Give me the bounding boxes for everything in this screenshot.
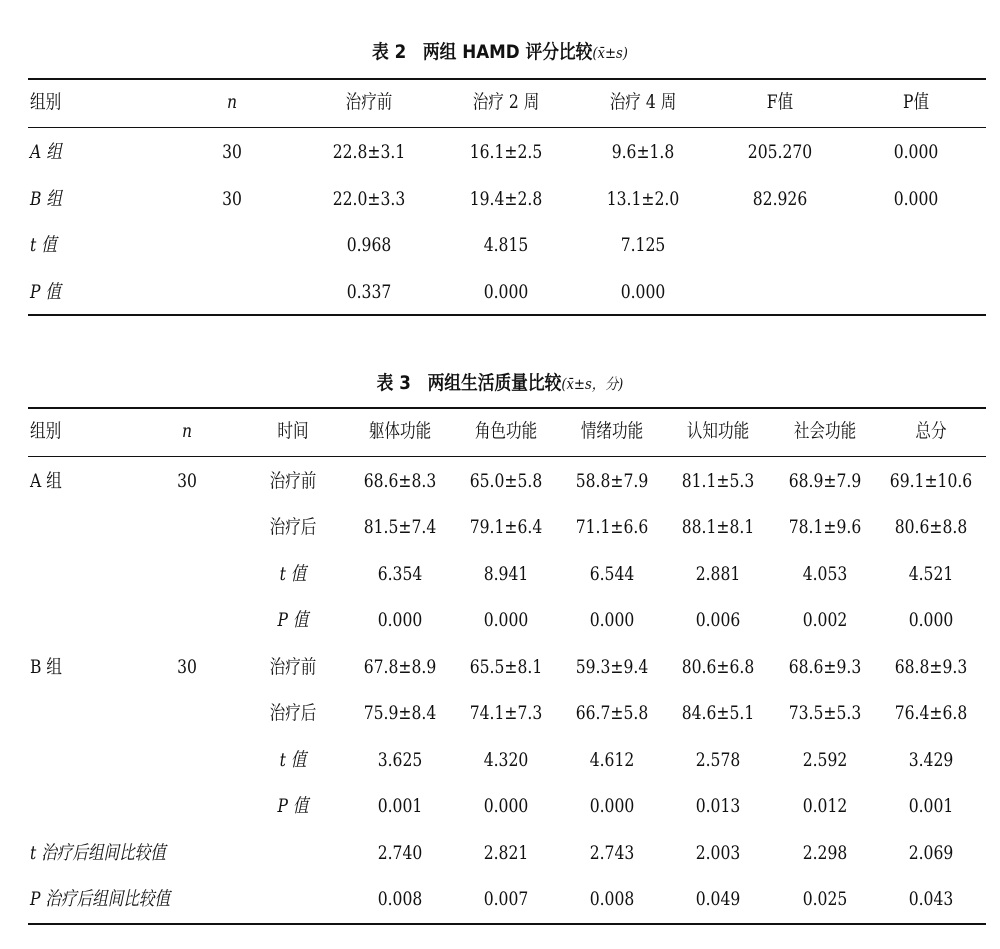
table2-cell-week2: 16.1±2.5 <box>469 141 543 163</box>
table2-header-rule <box>28 127 986 128</box>
table2-cell-week2: 19.4±2.8 <box>469 188 543 210</box>
table3-header-group: 组别 <box>30 420 62 442</box>
table-row <box>0 691 1000 735</box>
table2-cell-week2: 4.815 <box>483 234 529 256</box>
table3-cell-time: 治疗前 <box>269 470 317 492</box>
table3-cell-time: 治疗后 <box>269 516 317 538</box>
table3-cell-total: 0.001 <box>908 795 954 817</box>
table2-cell-group: A 组 <box>30 141 62 163</box>
table3-cell-emotional: 58.8±7.9 <box>575 470 649 492</box>
table2-header-p: P值 <box>902 91 930 113</box>
table3-cell-role: 74.1±7.3 <box>469 702 543 724</box>
table-row <box>0 505 1000 549</box>
table3-cell-group: B 组 <box>30 656 62 678</box>
table3-cell-social: 2.592 <box>802 749 848 771</box>
table2-cell-n: 30 <box>222 141 242 163</box>
table3-cell-group: t 治疗后组间比较值 <box>30 842 166 864</box>
table2-caption-text: 表 2 两组 HAMD 评分比较 <box>372 41 593 63</box>
table3-cell-total: 0.000 <box>908 609 954 631</box>
table3-cell-emotional: 0.000 <box>589 795 635 817</box>
table3-cell-emotional: 0.008 <box>589 888 635 910</box>
table3-cell-time: t 值 <box>279 749 307 771</box>
table3-cell-time: P 值 <box>277 609 309 631</box>
table3-cell-time: t 值 <box>279 563 307 585</box>
table3-bottom-rule <box>28 923 986 925</box>
table2-cell-p: 0.000 <box>893 141 939 163</box>
table2-cell-before: 0.968 <box>346 234 392 256</box>
table3-cell-physical: 6.354 <box>377 563 423 585</box>
table-row <box>0 877 1000 921</box>
table3-cell-physical: 3.625 <box>377 749 423 771</box>
table3-cell-social: 68.6±9.3 <box>788 656 862 678</box>
table2-cell-week4: 13.1±2.0 <box>606 188 680 210</box>
table2-cell-p: 0.000 <box>893 188 939 210</box>
table2-header-week2: 治疗 2 周 <box>472 91 540 113</box>
table2-header-f: F值 <box>766 91 794 113</box>
table3-cell-total: 80.6±8.8 <box>894 516 968 538</box>
table-row <box>0 552 1000 596</box>
table2-header-n: n <box>226 91 238 113</box>
table2-cell-before: 0.337 <box>346 281 392 303</box>
table3-cell-total: 0.043 <box>908 888 954 910</box>
table3-cell-social: 68.9±7.9 <box>788 470 862 492</box>
table3-cell-time: 治疗前 <box>269 656 317 678</box>
table2-header-before: 治疗前 <box>345 91 393 113</box>
table3-cell-role: 8.941 <box>483 563 529 585</box>
table3-cell-n: 30 <box>177 656 197 678</box>
table3-cell-role: 0.007 <box>483 888 529 910</box>
table3-cell-physical: 68.6±8.3 <box>363 470 437 492</box>
table3-header-social: 社会功能 <box>793 420 857 442</box>
table3-cell-emotional: 6.544 <box>589 563 635 585</box>
table3-cell-social: 2.298 <box>802 842 848 864</box>
table3-cell-cognitive: 2.881 <box>695 563 741 585</box>
table3-cell-role: 79.1±6.4 <box>469 516 543 538</box>
table3-cell-physical: 0.000 <box>377 609 423 631</box>
table3-cell-total: 3.429 <box>908 749 954 771</box>
table3-cell-cognitive: 0.006 <box>695 609 741 631</box>
table3-cell-role: 2.821 <box>483 842 529 864</box>
table3-cell-group: A 组 <box>30 470 62 492</box>
table3-header-n: n <box>181 420 193 442</box>
table2-header-group: 组别 <box>30 91 62 113</box>
table3-cell-social: 4.053 <box>802 563 848 585</box>
table3-header-time: 时间 <box>277 420 309 442</box>
table-row <box>0 831 1000 875</box>
table3-cell-role: 65.5±8.1 <box>469 656 543 678</box>
table2-cell-before: 22.0±3.3 <box>332 188 406 210</box>
table3-cell-cognitive: 81.1±5.3 <box>681 470 755 492</box>
table2-bottom-rule <box>28 314 986 316</box>
table3-header-physical: 躯体功能 <box>368 420 432 442</box>
table-row <box>0 177 1000 221</box>
table3-cell-emotional: 0.000 <box>589 609 635 631</box>
table3-cell-n: 30 <box>177 470 197 492</box>
table2-caption <box>60 37 940 64</box>
table2-cell-before: 22.8±3.1 <box>332 141 406 163</box>
table3-cell-physical: 0.008 <box>377 888 423 910</box>
table3-cell-total: 68.8±9.3 <box>894 656 968 678</box>
table3-cell-physical: 75.9±8.4 <box>363 702 437 724</box>
table3-cell-cognitive: 88.1±8.1 <box>681 516 755 538</box>
table3-header-cognitive: 认知功能 <box>686 420 750 442</box>
table3-cell-social: 73.5±5.3 <box>788 702 862 724</box>
table2-cell-f: 82.926 <box>752 188 808 210</box>
table2-cell-group: P 值 <box>30 281 62 303</box>
table2-header-row <box>0 80 1000 124</box>
table2-cell-group: B 组 <box>30 188 62 210</box>
table3-cell-total: 69.1±10.6 <box>889 470 973 492</box>
table3-cell-physical: 2.740 <box>377 842 423 864</box>
table3-cell-cognitive: 0.049 <box>695 888 741 910</box>
table2-cell-group: t 值 <box>30 234 57 256</box>
table3-cell-role: 0.000 <box>483 795 529 817</box>
table3-cell-time: P 值 <box>277 795 309 817</box>
table3-header-emotional: 情绪功能 <box>580 420 644 442</box>
table3-header-total: 总分 <box>915 420 947 442</box>
table3-cell-cognitive: 84.6±5.1 <box>681 702 755 724</box>
table3-cell-role: 0.000 <box>483 609 529 631</box>
table3-cell-social: 0.012 <box>802 795 848 817</box>
table3-caption-stat: (x̄±s，分) <box>561 375 624 393</box>
table-row <box>0 738 1000 782</box>
table3-cell-cognitive: 2.578 <box>695 749 741 771</box>
table3-cell-physical: 0.001 <box>377 795 423 817</box>
table-row <box>0 270 1000 314</box>
table3-cell-role: 4.320 <box>483 749 529 771</box>
table2-cell-week4: 9.6±1.8 <box>611 141 675 163</box>
table3-cell-emotional: 2.743 <box>589 842 635 864</box>
table3-cell-social: 0.002 <box>802 609 848 631</box>
table3-header-rule <box>28 456 986 457</box>
table3-cell-social: 78.1±9.6 <box>788 516 862 538</box>
table2-cell-week2: 0.000 <box>483 281 529 303</box>
table2-cell-week4: 0.000 <box>620 281 666 303</box>
table3-cell-emotional: 71.1±6.6 <box>575 516 649 538</box>
table-row <box>0 223 1000 267</box>
table3-caption <box>60 368 940 395</box>
table3-cell-cognitive: 0.013 <box>695 795 741 817</box>
table3-cell-physical: 81.5±7.4 <box>363 516 437 538</box>
table3-cell-cognitive: 80.6±6.8 <box>681 656 755 678</box>
table2-header-week4: 治疗 4 周 <box>609 91 677 113</box>
table3-cell-physical: 67.8±8.9 <box>363 656 437 678</box>
table3-cell-group: P 治疗后组间比较值 <box>30 888 171 910</box>
table-row <box>0 598 1000 642</box>
table3-cell-total: 4.521 <box>908 563 954 585</box>
table3-cell-time: 治疗后 <box>269 702 317 724</box>
table-row <box>0 645 1000 689</box>
table3-cell-social: 0.025 <box>802 888 848 910</box>
table3-cell-total: 76.4±6.8 <box>894 702 968 724</box>
table3-cell-emotional: 4.612 <box>589 749 635 771</box>
table-row <box>0 784 1000 828</box>
table3-header-role: 角色功能 <box>474 420 538 442</box>
table-row <box>0 130 1000 174</box>
table-row <box>0 459 1000 503</box>
table2-cell-n: 30 <box>222 188 242 210</box>
table3-cell-cognitive: 2.003 <box>695 842 741 864</box>
table2-caption-stat: (x̄±s) <box>592 44 628 62</box>
table3-cell-emotional: 59.3±9.4 <box>575 656 649 678</box>
table3-cell-role: 65.0±5.8 <box>469 470 543 492</box>
table3-cell-emotional: 66.7±5.8 <box>575 702 649 724</box>
table2-cell-week4: 7.125 <box>620 234 666 256</box>
table3-header-row <box>0 409 1000 453</box>
table2-cell-f: 205.270 <box>747 141 813 163</box>
table3-cell-total: 2.069 <box>908 842 954 864</box>
table3-caption-text: 表 3 两组生活质量比较 <box>376 372 562 394</box>
